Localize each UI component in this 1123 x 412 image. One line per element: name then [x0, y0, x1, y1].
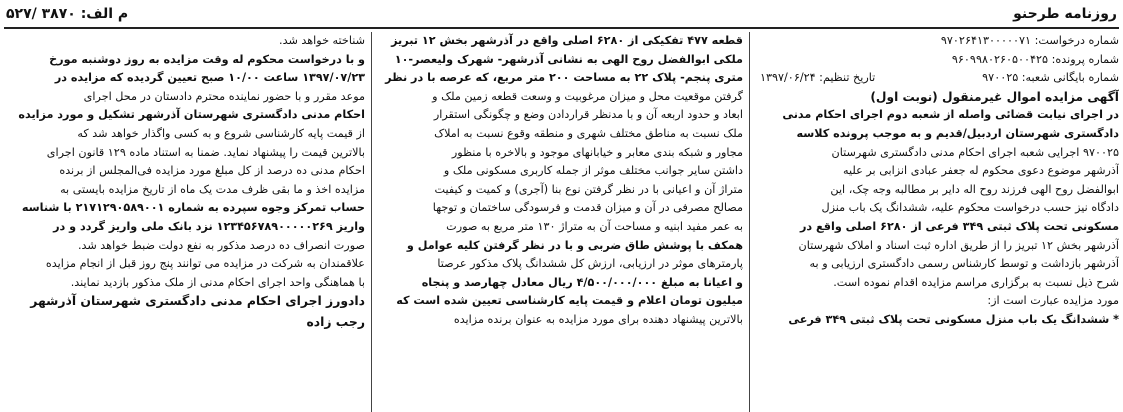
- body-line: * ششدانگ یک باب منزل مسکونی تحت پلاک ثبتی ۳۴۹ فرعی: [788, 312, 1119, 326]
- body-line: از قیمت پایه کارشناسی شروع و به کسی واگذار خواهد شد که: [77, 126, 365, 140]
- column-middle: [371, 32, 749, 412]
- body-line: میلیون تومان اعلام و قیمت پایه کارشناسی تعیین شده است که: [396, 294, 743, 308]
- body-line: صورت انصراف ده درصد مذکور به نفع دولت ضبط خواهد شد.: [77, 238, 365, 252]
- body-line: مسکونی تحت پلاک ثبتی ۳۴۹ فرعی از ۶۲۸۰ اصلی واقع در: [799, 219, 1119, 233]
- signature-title: دادورز اجرای احکام مدنی دادگستری شهرستان آذرشهر: [30, 293, 365, 309]
- body-line: آذرشهر موضوع دعوی محکوم له جعفر عبادی انزابی بر علیه: [843, 164, 1119, 178]
- body-line: پارمترهای موثر در ارزیابی، ارزش کل ششدانگ پلاک مذکور عرصتا: [437, 257, 743, 271]
- body-line: ملک نسبت به مناطق مختلف شهری و منطقه وقوع نسبت به املاک: [434, 126, 743, 140]
- ad-header: [4, 3, 1119, 29]
- body-line: بالاترین قیمت را پیشنهاد نماید. ضمنا به استناد ماده ۱۲۹ قانون اجرای: [46, 145, 365, 159]
- body-line: در اجرای نیابت قضائی واصله از شعبه دوم اجرای احکام مدنی: [782, 108, 1119, 122]
- body-line: بالاترین پیشنهاد دهنده برای مورد مزایده به عنوان برنده مزایده: [453, 312, 743, 326]
- signer-name: رجب زاده: [306, 313, 365, 329]
- body-line: ۱۳۹۷/۰۷/۲۳ ساعت ۱۰/۰۰ صبح تعیین گردیده که مزایده در: [54, 71, 365, 85]
- body-line: ۹۷۰۰۲۵ اجرایی شعبه اجرای احکام مدنی دادگستری شهرستان: [831, 145, 1119, 159]
- body-line: دادگستری شهرستان اردبیل/قدیم و به موجب پرونده کلاسه: [796, 126, 1119, 140]
- request-number: شماره درخواست: ۹۷۰۲۶۴۱۳۰۰۰۰۰۷۱: [940, 34, 1119, 47]
- body-line: مورد مزایده عبارت است از:: [987, 294, 1119, 308]
- body-line: علاقمندان به شرکت در مزایده می توانند پنج روز قبل از انجام مزایده: [45, 257, 365, 271]
- body-line: احکام مدنی ده درصد از کل مبلغ مورد مزایده فی‌المجلس از برنده: [59, 164, 365, 178]
- ad-code: م الف: ۳۸۷۰ /۵۲۷: [6, 6, 129, 22]
- body-line: احکام مدنی دادگستری شهرستان آذرشهر تشکیل و مورد مزایده: [18, 108, 365, 122]
- body-line: ابعاد و حدود اربعه آن و با مدنظر قراردادن وضع و چگونگی استقرار: [433, 108, 743, 122]
- body-line: شرح ذیل نسبت به برگزاری مراسم مزایده اقدام نموده است.: [833, 275, 1119, 289]
- body-line: آذرشهر بازداشت و توسط کارشناس رسمی دادگستری ارزیابی و به: [809, 257, 1119, 271]
- body-line: شناخته خواهد شد.: [279, 34, 365, 47]
- body-line: ابوالفضل روح الهی فرزند روح اله دایر بر مطالبه وجه چک، این: [830, 182, 1119, 196]
- body-line: حساب تمرکز وجوه سپرده به شماره ۲۱۷۱۲۹۰۵۸۹۰۰۱ با شناسه: [21, 201, 365, 215]
- body-line: مصالح مصرفی در آن و میزان قدمت و فرسودگی ساختمان و توجها: [432, 201, 743, 215]
- body-line: مجاور و شبکه بندی معابر و خیابانهای موجود و بالاخره با منظور: [451, 145, 743, 159]
- body-line: قطعه ۴۷۷ تفکیکی از ۶۲۸۰ اصلی واقع در آذرشهر بخش ۱۲ تبریز: [391, 34, 743, 47]
- body-line: با هماهنگی واحد اجرای احکام مدنی از ملک مذکور بازدید نمایند.: [70, 275, 365, 289]
- body-line: دادگاه نیز حسب درخواست محکوم علیه، ششدانگ یک باب منزل: [821, 201, 1119, 215]
- newspaper-name: روزنامه طرحنو: [1013, 6, 1117, 22]
- body-line: گرفتن موقعیت محل و میزان مرغوبیت و وسعت قطعه زمین ملک و: [432, 89, 743, 103]
- column-right: [749, 32, 1119, 412]
- body-line: متری پنجم- پلاک ۲۲ به مساحت ۲۰۰ متر مربع، که عرصه با در نظر: [385, 71, 743, 85]
- column-left: [4, 32, 371, 412]
- ad-columns: [4, 32, 1119, 412]
- body-line: مزایده اخذ و ما بقی ظرف مدت یک ماه از تاریخ مزایده بایستی به: [60, 182, 365, 196]
- body-line: و اعیانا به مبلغ ۴/۵۰۰/۰۰۰/۰۰۰ ریال معادل چهارصد و پنجاه: [421, 275, 743, 289]
- archive-date-row: [756, 69, 1119, 88]
- case-number: شماره پرونده: ۹۶۰۹۹۸۰۲۶۰۵۰۰۴۲۵: [951, 52, 1119, 66]
- issue-date: تاریخ تنظیم: ۱۳۹۷/۰۶/۲۴: [760, 71, 876, 85]
- body-line: به عمر مفید ابنیه و مساحت آن به متراژ ۱۳۰ متر مربع به صورت: [446, 219, 743, 233]
- ad-title: آگهی مزایده اموال غیرمنقول (نوبت اول): [870, 89, 1119, 104]
- body-line: ملکی ابوالفضل روح الهی به نشانی آذرشهر- شهرک ولیعصر-۱۰: [394, 52, 743, 66]
- body-line: آذرشهر بخش ۱۲ تبریز را از طریق اداره ثبت اسناد و املاک شهرستان: [798, 238, 1119, 252]
- body-line: داشتن سایر جوانب مختلف موثر از جمله کاربری مسکونی ملک و: [443, 164, 743, 178]
- body-line: و با درخواست محکوم له وقت مزایده به روز دوشنبه مورخ: [49, 52, 365, 66]
- archive-number: شماره بایگانی شعبه: ۹۷۰۰۲۵: [982, 71, 1119, 85]
- body-line: واریز ۱۲۳۴۵۶۷۸۹۰۰۰۰۰۲۶۹ نزد بانک ملی واریز گردد و در: [53, 219, 365, 233]
- body-line: متراژ آن و اعیانی با در نظر گرفتن نوع بنا (آجری) و کمیت و کیفیت: [434, 182, 743, 196]
- body-line: موعد مقرر و با حضور نماینده محترم دادستان در محل اجرای: [83, 89, 365, 103]
- body-line: همکف با پوشش طاق ضربی و با در نظر گرفتن کلیه عوامل و: [406, 238, 743, 252]
